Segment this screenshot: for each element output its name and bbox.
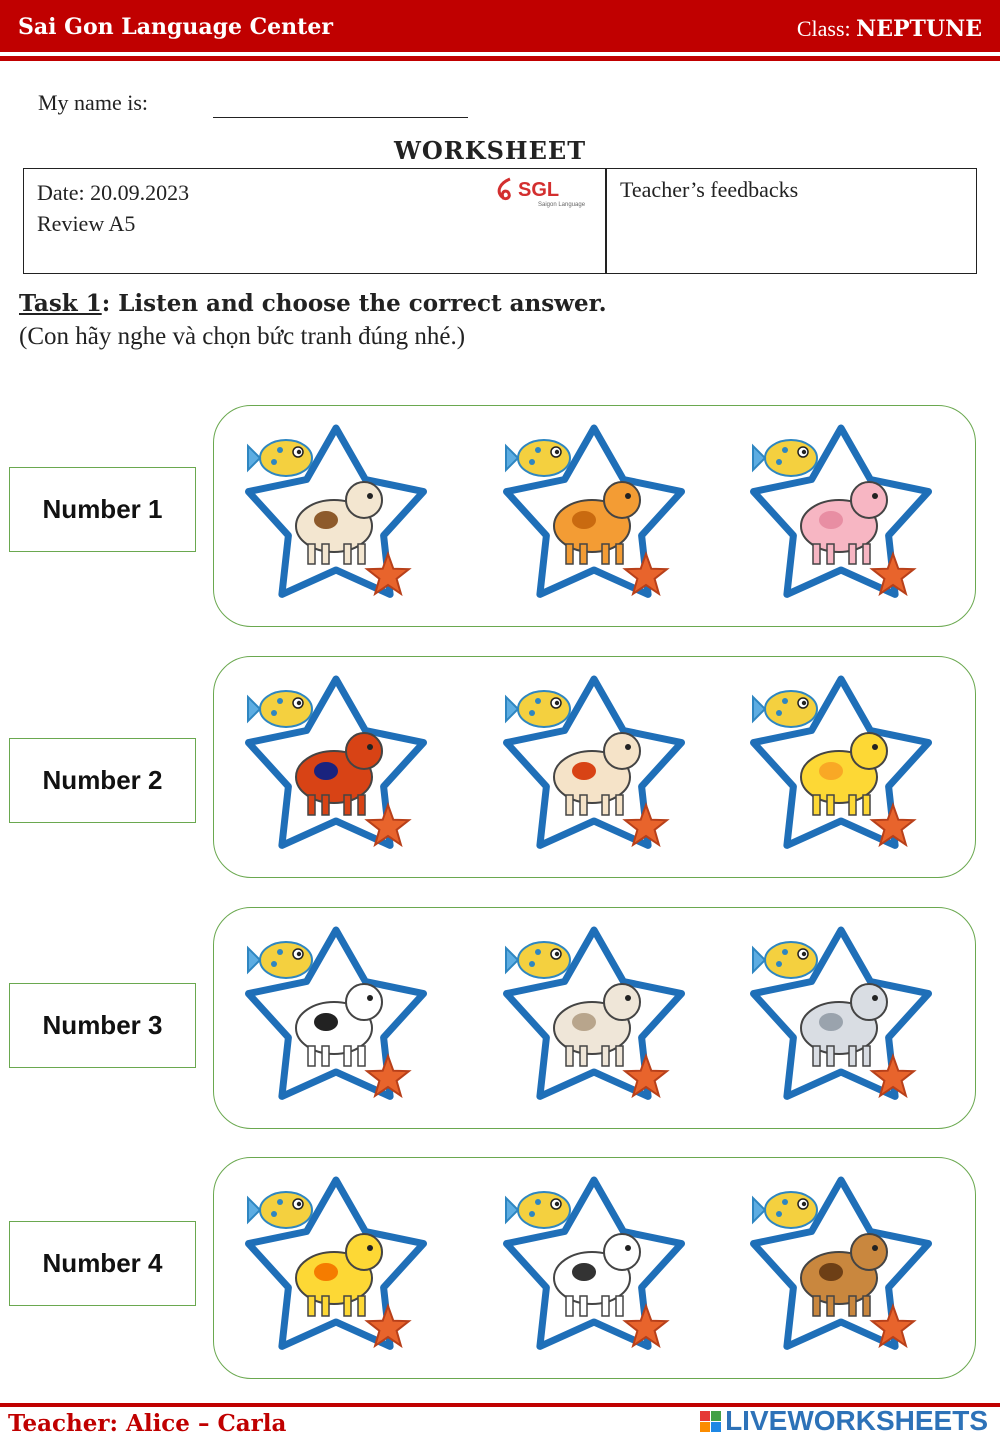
task-label: Task 1 [19, 290, 102, 317]
option-card[interactable] [494, 416, 694, 616]
fish-icon [506, 440, 570, 476]
option-card[interactable] [236, 416, 436, 616]
star-frame [741, 1168, 941, 1368]
header-rule [0, 56, 1000, 61]
name-input-line[interactable] [213, 117, 468, 118]
feedback-label: Teacher’s feedbacks [620, 177, 799, 202]
class-info [797, 16, 982, 42]
fish-icon [753, 942, 817, 978]
fish-icon [248, 440, 312, 476]
star-frame [236, 918, 436, 1118]
fish-icon [506, 691, 570, 727]
fish-icon [506, 942, 570, 978]
logo-subtext: Saigon Language [538, 202, 586, 208]
option-card[interactable] [741, 918, 941, 1118]
brand-text: LIVEWORKSHEETS [725, 1405, 988, 1436]
star-frame [494, 416, 694, 616]
date-text: Date: 20.09.2023 [37, 180, 190, 205]
fish-icon [753, 440, 817, 476]
review-text: Review A5 [37, 211, 136, 236]
class-label: Class: [796, 16, 851, 41]
sgl-logo [494, 175, 594, 209]
liveworksheets-brand[interactable] [700, 1404, 988, 1438]
option-card[interactable] [494, 1168, 694, 1368]
star-frame [741, 918, 941, 1118]
option-card[interactable] [236, 667, 436, 867]
task-instruction: : Listen and choose the correct answer. [101, 290, 607, 317]
star-frame [236, 667, 436, 867]
option-card[interactable] [494, 918, 694, 1118]
fish-icon [248, 1192, 312, 1228]
info-table [23, 168, 977, 274]
option-card[interactable] [494, 667, 694, 867]
info-divider [605, 169, 607, 273]
question-label-3: Number 3 [9, 983, 196, 1068]
fish-icon [753, 1192, 817, 1228]
star-frame [236, 1168, 436, 1368]
star-frame [494, 918, 694, 1118]
teacher-name: Teacher: Alice – Carla [8, 1410, 287, 1437]
fish-icon [753, 691, 817, 727]
fish-icon [248, 942, 312, 978]
answer-row-1 [213, 405, 976, 627]
option-card[interactable] [236, 918, 436, 1118]
logo-text: SGL [518, 179, 560, 201]
star-frame [494, 1168, 694, 1368]
option-card[interactable] [741, 1168, 941, 1368]
option-card[interactable] [741, 667, 941, 867]
star-frame [494, 667, 694, 867]
liveworksheets-logo-icon [700, 1411, 721, 1432]
option-card[interactable] [741, 416, 941, 616]
star-frame [741, 416, 941, 616]
option-card[interactable] [236, 1168, 436, 1368]
question-label-2: Number 2 [9, 738, 196, 823]
class-name: NEPTUNE [856, 16, 982, 42]
worksheet-title: WORKSHEET [393, 136, 587, 165]
name-label: My name is: [38, 90, 148, 115]
header-bar [0, 0, 1000, 52]
task-translation: (Con hãy nghe và chọn bức tranh đúng nhé.) [19, 323, 466, 350]
question-label-4: Number 4 [9, 1221, 196, 1306]
fish-icon [506, 1192, 570, 1228]
star-frame [236, 416, 436, 616]
question-label-1: Number 1 [9, 467, 196, 552]
answer-row-3 [213, 907, 976, 1129]
task-heading [19, 290, 607, 317]
answer-row-4 [213, 1157, 976, 1379]
center-name: Sai Gon Language Center [18, 14, 333, 40]
fish-icon [248, 691, 312, 727]
date-cell [37, 177, 189, 239]
answer-row-2 [213, 656, 976, 878]
star-frame [741, 667, 941, 867]
